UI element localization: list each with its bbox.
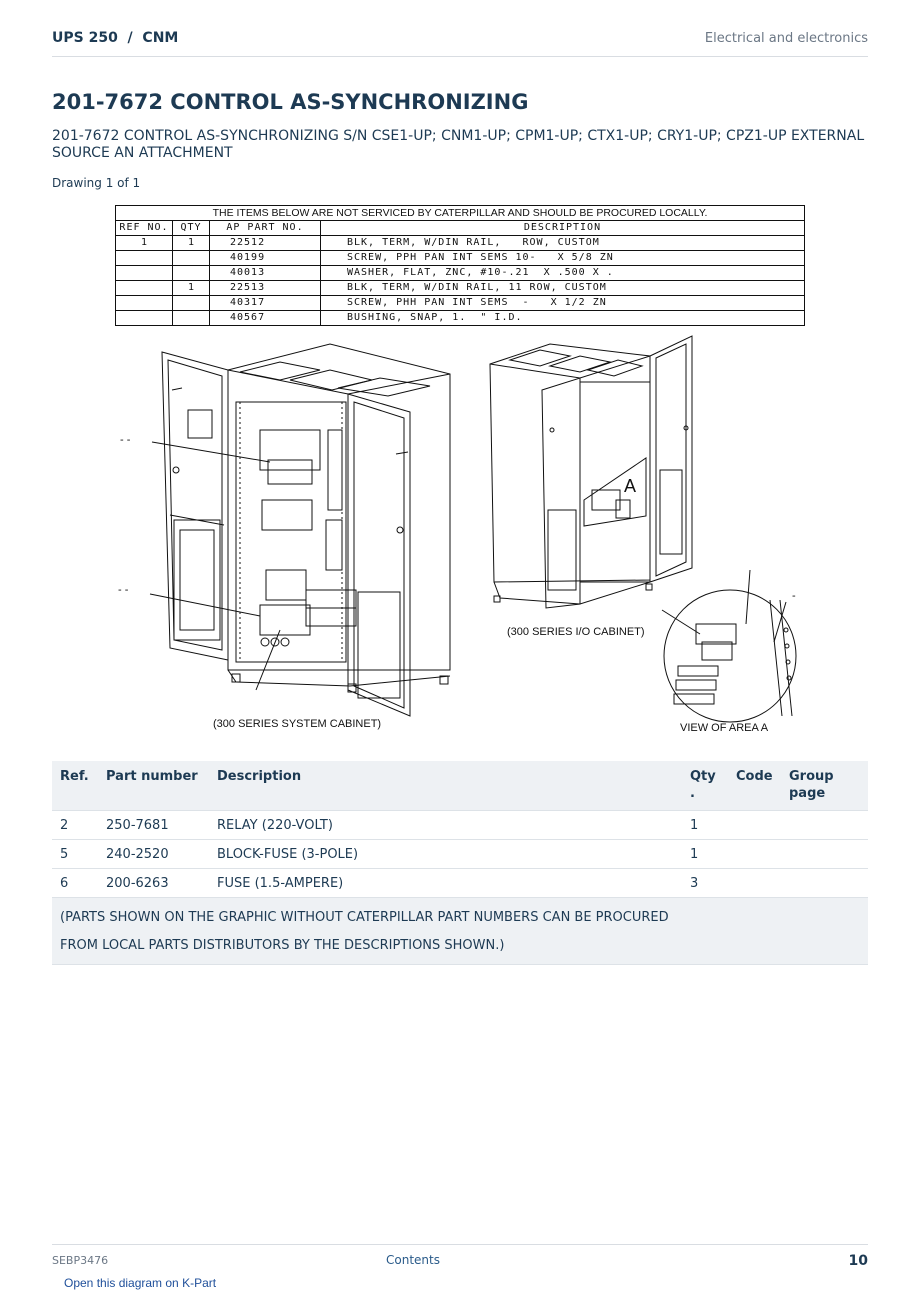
table-row: 2 250-7681 RELAY (220-VOLT) 1 bbox=[52, 811, 868, 840]
parts-table-note bbox=[52, 898, 868, 965]
drawing-row: 40567 BUSHING, SNAP, 1. " I.D. bbox=[116, 311, 805, 326]
kpart-link[interactable]: Open this diagram on K-Part bbox=[64, 1276, 217, 1290]
callout-top: - - bbox=[120, 434, 131, 446]
io-cabinet-illustration bbox=[490, 336, 692, 608]
drawing-row: 40199 SCREW, PPH PAN INT SEMS 10- X 5/8 ZN bbox=[116, 251, 805, 266]
table-row: 5 240-2520 BLOCK-FUSE (3-POLE) 1 bbox=[52, 840, 868, 869]
col-code: Code bbox=[736, 769, 773, 784]
page-footer bbox=[52, 1244, 868, 1275]
col-group-page: Group page bbox=[789, 769, 834, 801]
page-title: 201-7672 CONTROL AS-SYNCHRONIZING bbox=[52, 90, 529, 114]
system-cabinet-illustration bbox=[150, 344, 450, 716]
drawing-row: 1 22513 BLK, TERM, W/DIN RAIL, 11 ROW, CUSTOM bbox=[116, 281, 805, 296]
note-line-1: (PARTS SHOWN ON THE GRAPHIC WITHOUT CATERPILLAR PART NUMBERS CAN BE PROCURED bbox=[60, 910, 669, 925]
parts-table-header bbox=[52, 761, 868, 811]
col-qty: QTY bbox=[173, 221, 210, 236]
caption-area-a: VIEW OF AREA A bbox=[680, 722, 769, 734]
header-breadcrumb: UPS 250 / CNM bbox=[52, 30, 179, 46]
area-a-detail-illustration bbox=[662, 570, 796, 722]
callout-right: - bbox=[792, 590, 796, 602]
caption-io-cabinet: (300 SERIES I/O CABINET) bbox=[507, 626, 645, 638]
page-subtitle: 201-7672 CONTROL AS-SYNCHRONIZING S/N CSE1-UP; CNM1-UP; CPM1-UP; CTX1-UP; CRY1-UP; CPZ1-UP EXTERNAL SOURCE AN ATTACHMENT bbox=[52, 128, 865, 161]
drawing-parts-list bbox=[115, 205, 805, 326]
drawing-row: 1 1 22512 BLK, TERM, W/DIN RAIL, ROW, CUSTOM bbox=[116, 236, 805, 251]
contents-link[interactable]: Contents bbox=[386, 1253, 440, 1267]
col-description: DESCRIPTION bbox=[321, 221, 805, 236]
page-number: 10 bbox=[848, 1253, 868, 1269]
drawing-row: 40013 WASHER, FLAT, ZNC, #10-.21 X .500 X . bbox=[116, 266, 805, 281]
page-header bbox=[52, 28, 868, 57]
callout-bottom: - - bbox=[118, 584, 129, 596]
col-desc: Description bbox=[217, 769, 302, 784]
header-section: Electrical and electronics bbox=[704, 31, 868, 46]
doc-id: SEBP3476 bbox=[52, 1254, 109, 1267]
col-ref: Ref. bbox=[60, 769, 89, 784]
parts-table bbox=[52, 761, 868, 965]
table-row: 6 200-6263 FUSE (1.5-AMPERE) 3 bbox=[52, 869, 868, 898]
drawing-row: 40317 SCREW, PHH PAN INT SEMS - X 1/2 ZN bbox=[116, 296, 805, 311]
col-ref-no: REF NO. bbox=[116, 221, 173, 236]
area-a-letter: A bbox=[624, 476, 637, 496]
drawing-label: Drawing 1 of 1 bbox=[52, 176, 141, 190]
col-qty: Qty . bbox=[690, 769, 716, 801]
cabinet-drawing bbox=[110, 330, 810, 740]
caption-system-cabinet: (300 SERIES SYSTEM CABINET) bbox=[213, 718, 382, 730]
col-ap-part-no: AP PART NO. bbox=[210, 221, 321, 236]
col-part-number: Part number bbox=[106, 769, 198, 784]
note-line-2: FROM LOCAL PARTS DISTRIBUTORS BY THE DESCRIPTIONS SHOWN.) bbox=[60, 938, 505, 953]
drawing-notice: THE ITEMS BELOW ARE NOT SERVICED BY CATERPILLAR AND SHOULD BE PROCURED LOCALLY. bbox=[116, 206, 805, 221]
